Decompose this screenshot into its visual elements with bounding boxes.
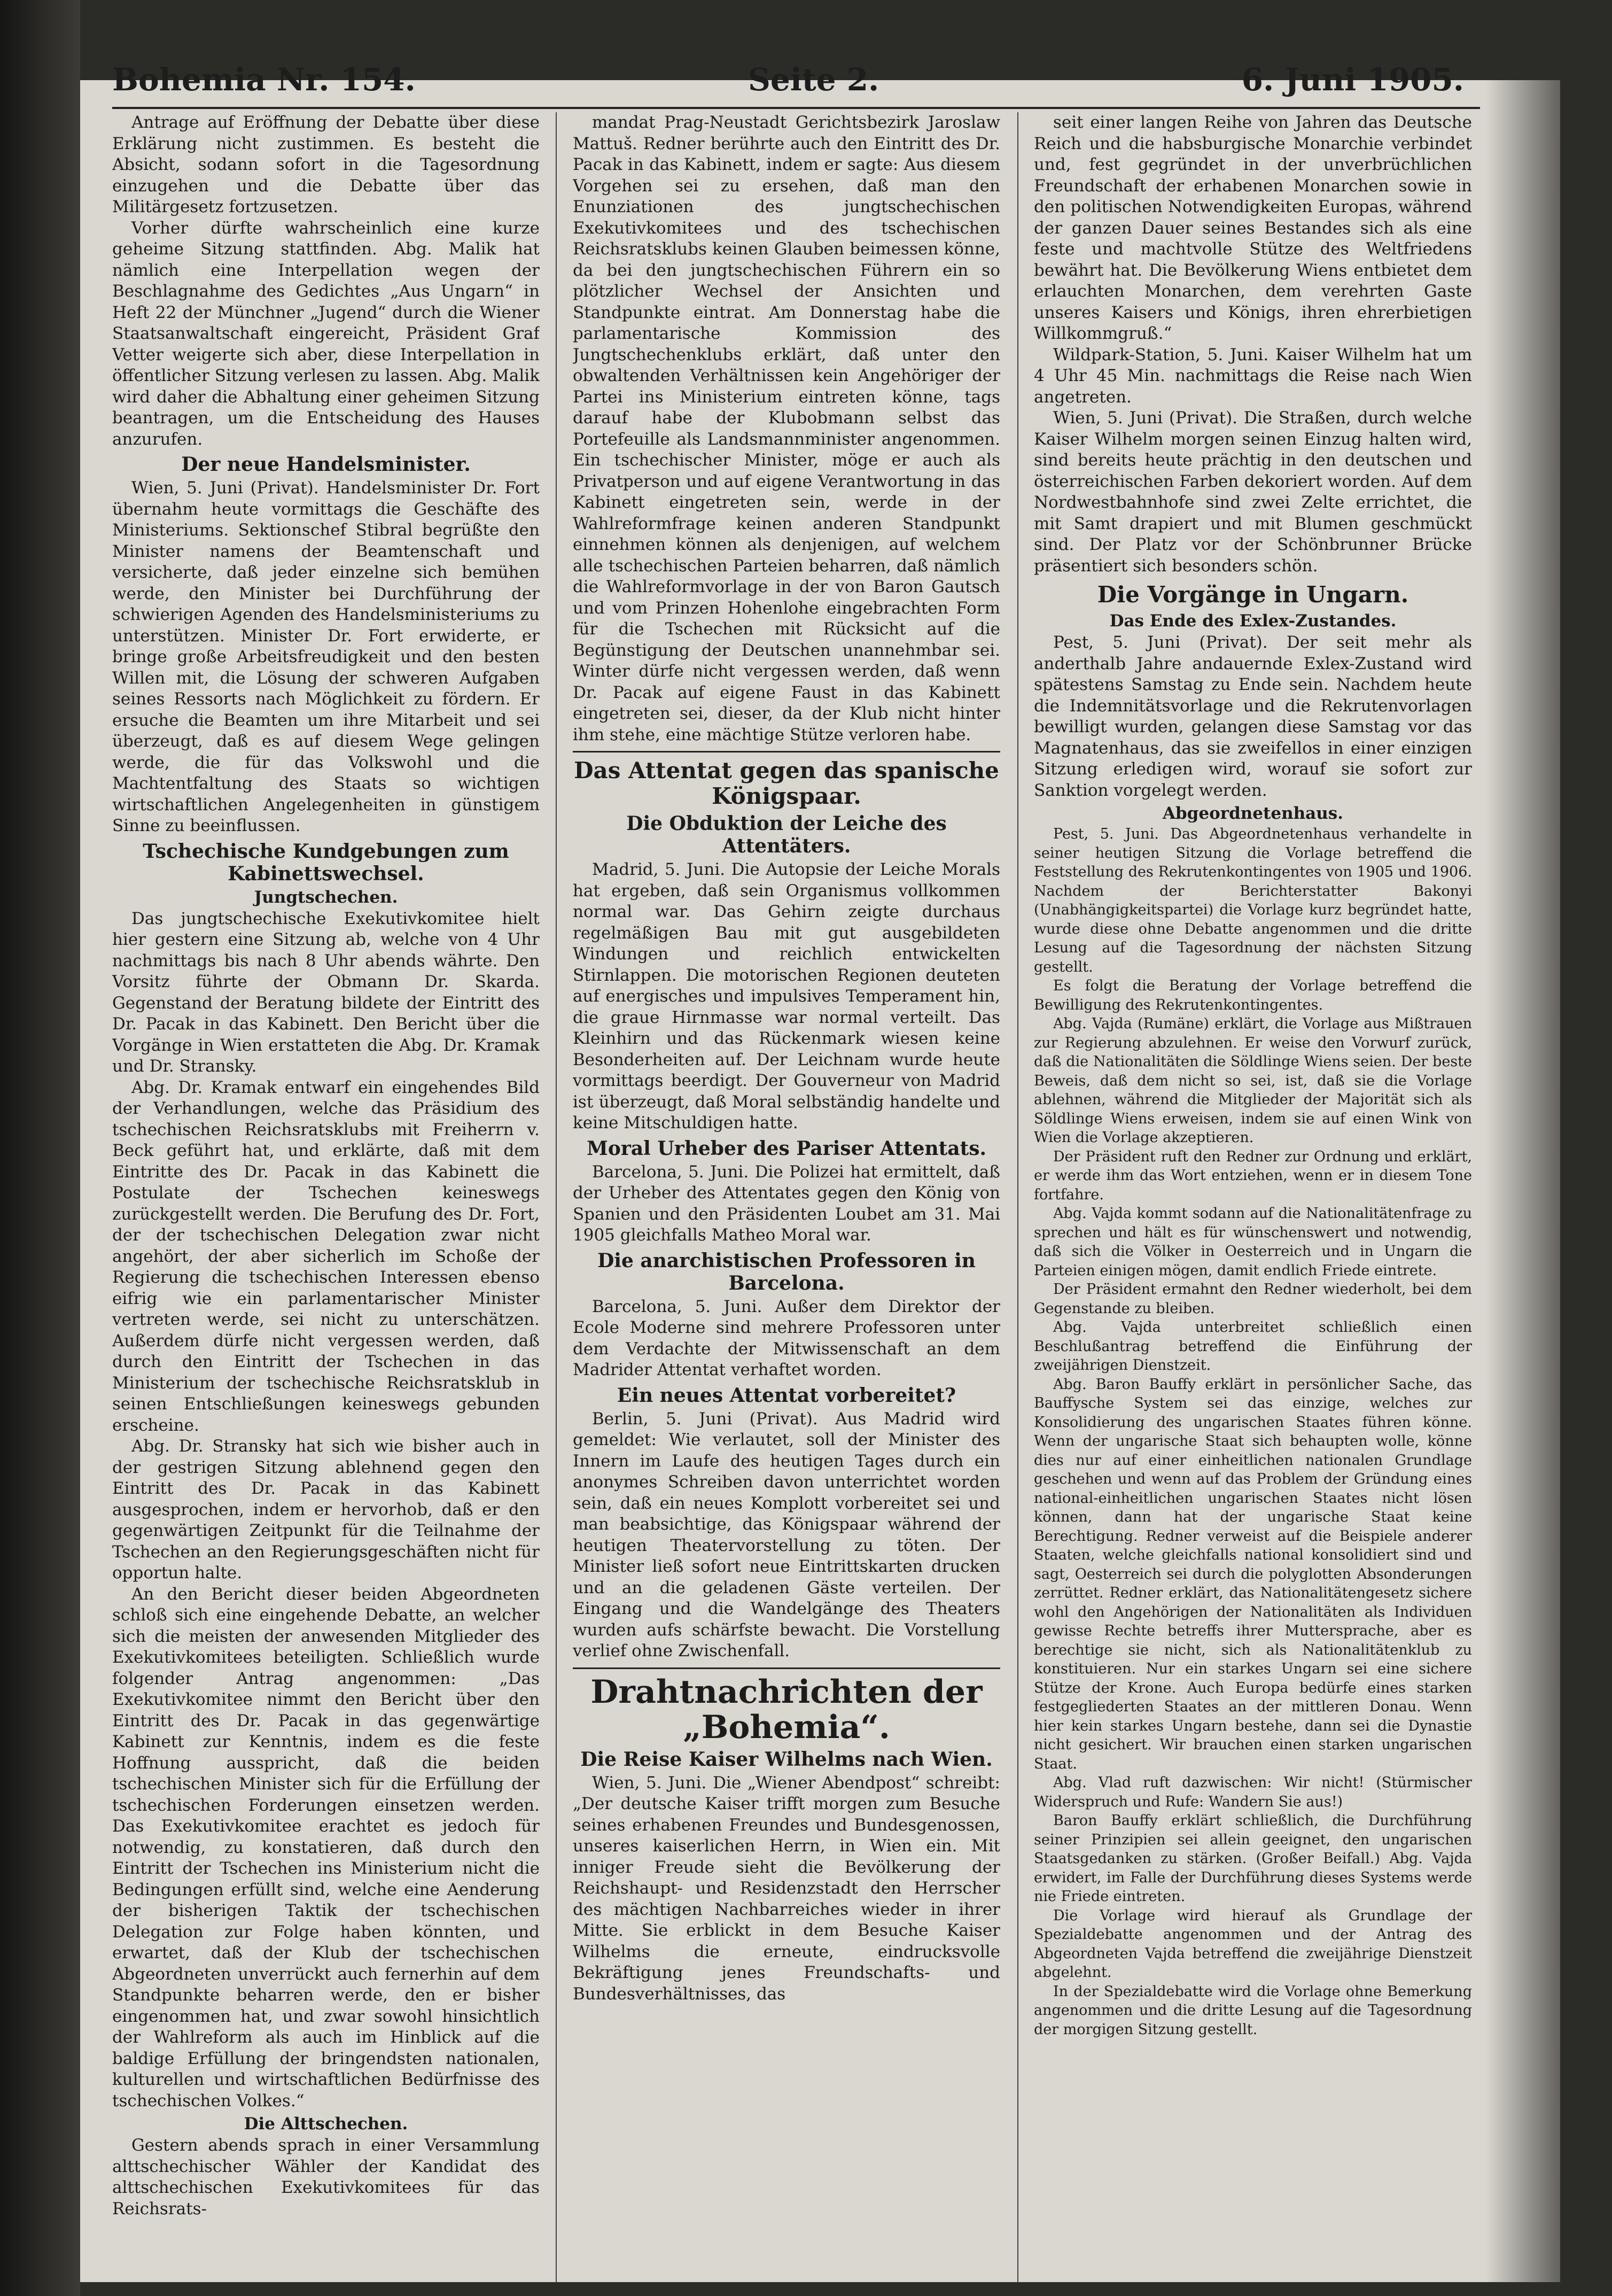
header-masthead: Bohemia Nr. 154.: [112, 61, 416, 98]
paragraph: mandat Prag-Neustadt Gerichtsbezirk Jaroslaw Mattuš. Redner berührte auch den Eintritt des Dr. Pacak in das Kabinett, indem er sagte: Aus diesem Vorgehen sei zu ersehen, daß man den Enunziationen des jungtschechischen Exekutivkomitees und des tschechischen Reichsratsklubs keinen Glauben beimessen könne, da bei den jungtschechischen Führern ein so plötzlicher Wechsel der Ansichten und Standpunkte eintrat. Am Donnerstag habe die parlamentarische Kommission des Jungtschechenklubs erklärt, daß unter den obwaltenden Verhältnissen kein Angehöriger der Partei ins Ministerium eintreten könne, tags darauf habe der Klubobmann selbst das Portefeuille als Landsmannminister angenommen. Ein tschechischer Minister, möge er auch als Privatperson und auf eigene Verantwortung in das Kabinett eingetreten sein, werde in der Wahlreformfrage keinen anderen Standpunkt einnehmen können als denjenigen, auf welchem alle tschechischen Parteien beharren, daß nämlich die Wahlreformvorlage in der von Baron Gautsch und vom Prinzen Hohenlohe eingebrachten Form für die Tschechen mit Rücksicht auf die Begünstigung der Deutschen unannehmbar sei. Winter dürfe nicht vergessen werden, daß wenn Dr. Pacak auf eigene Faust in das Kabinett eingetreten sei, dieser, da der Klub nicht hinter ihm stehe, eine mächtige Stütze verloren habe.: [573, 113, 1000, 744]
book-spine: [0, 0, 80, 2296]
article-heading: Der neue Handelsminister.: [181, 453, 471, 476]
article-heading: Die anarchistischen Professoren in Barcelona.: [597, 1249, 976, 1294]
paragraph: Antrage auf Eröffnung der Debatte über diese Erklärung nicht zustimmen. Es besteht die Absicht, sodann sofort in die Tagesordnung einzugehen und die Debatte über das Militärgesetz fortzusetzen.: [112, 113, 540, 216]
paragraph: Pest, 5. Juni (Privat). Der seit mehr als anderthalb Jahre andauernde Exlex-Zustand wird spätestens Samstag zu Ende sein. Nachdem heute die Indemnitätsvorlage und die Rekrutenvorlagen bewilligt wurden, gelangen diese Samstag vor das Magnatenhaus, das sie zweifellos in einer einzigen Sitzung erledigen wird, worauf sie sofort zur Sanktion vorgelegt werden.: [1034, 633, 1472, 800]
article-heading: Moral Urheber des Pariser Attentats.: [586, 1137, 987, 1160]
paragraph: Es folgt die Beratung der Vorlage betreffend die Bewilligung des Rekrutenkontingentes.: [1034, 978, 1472, 1013]
article-heading: Ein neues Attentat vorbereitet?: [617, 1384, 956, 1407]
section-heading: Die Vorgänge in Ungarn.: [1097, 581, 1409, 608]
article-heading: Die Obduktion der Leiche des Attentäters.: [626, 812, 947, 857]
paragraph: Abg. Dr. Stransky hat sich wie bisher auch in der gestrigen Sitzung ablehnend gegen den Eintritt des Dr. Pacak in das Kabinett ausgesprochen, indem er hervorhob, daß er den gegenwärtigen Zeitpunkt für die Teilnahme der Tschechen an den Regierungsgeschäften nicht für opportun halte.: [112, 1437, 540, 1583]
column-2: [573, 112, 1000, 2283]
column-3: [1034, 112, 1472, 2283]
column-rule-2: [1017, 112, 1018, 2283]
paragraph: Madrid, 5. Juni. Die Autopsie der Leiche Morals hat ergeben, daß sein Organismus vollkommen normal war. Das Gehirn zeigte durchaus regelmäßigen Bau mit gut ausgebildeten Windungen und reichlich entwickelten Stirnlappen. Die motorischen Regionen deuteten auf energisches und impulsives Temperament hin, die graue Hirnmasse war normal verteilt. Das Kleinhirn und das Rückenmark wiesen keine Besonderheiten auf. Der Leichnam wurde heute vormittags beerdigt. Der Gouverneur von Madrid ist überzeugt, daß Moral selbständig handelte und keine Mitschuldigen hatte.: [573, 860, 1000, 1133]
header-rule: [112, 107, 1480, 109]
paragraph: Berlin, 5. Juni (Privat). Aus Madrid wird gemeldet: Wie verlautet, soll der Minister des Innern im Laufe des heutigen Tages durch ein anonymes Schreiben davon unterrichtet worden sein, daß ein neues Komplott vorbereitet sei und man beabsichtige, das Königspaar während der heutigen Theatervorstellung zu töten. Der Minister ließ sofort neue Eintrittskarten drucken und an die geladenen Gäste verteilen. Der Eingang und die Wandelgänge des Theaters wurden aufs schärfste bewacht. Die Vorstellung verlief ohne Zwischenfall.: [573, 1409, 1000, 1661]
running-header: [112, 61, 1480, 104]
paragraph: Der Präsident ruft den Redner zur Ordnung und erklärt, er werde ihm das Wort entziehen, wenn er in diesem Tone fortfahre.: [1034, 1148, 1472, 1203]
section-rule: [573, 751, 1000, 753]
column-rule-1: [556, 112, 557, 2283]
section-heading: Drahtnachrichten der „Bohemia“.: [590, 1673, 983, 1746]
page-curl-shadow: [1485, 80, 1560, 2282]
paragraph: Abg. Vlad ruft dazwischen: Wir nicht! (Stürmischer Widerspruch und Rufe: Wandern Sie aus!): [1034, 1774, 1472, 1810]
parliament-report: [1034, 825, 1472, 2039]
paragraph: Der Präsident ermahnt den Redner wiederholt, bei dem Gegenstande zu bleiben.: [1034, 1281, 1472, 1317]
article-heading: Die Reise Kaiser Wilhelms nach Wien.: [580, 1748, 993, 1771]
paragraph: In der Spezialdebatte wird die Vorlage ohne Bemerkung angenommen und die dritte Lesung auf die Tagesordnung der morgigen Sitzung gestellt.: [1034, 1983, 1472, 2038]
header-page-number: Seite 2.: [748, 61, 879, 98]
paragraph: Gestern abends sprach in einer Versammlung alttschechischer Wähler der Kandidat des alttschechischen Exekutivkomitees für das Reichsrats-: [112, 2136, 540, 2219]
section-heading: Das Attentat gegen das spanische Königspaar.: [574, 757, 999, 809]
paragraph: An den Bericht dieser beiden Abgeordneten schloß sich eine eingehende Debatte, an welcher sich die meisten der anwesenden Mitglieder des Exekutivkomitees beteiligten. Schließlich wurde folgender Antrag angenommen: „Das Exekutivkomitee nimmt den Bericht über den Eintritt des Dr. Pacak in das gegenwärtige Kabinett zur Kenntnis, indem es die feste Hoffnung ausspricht, daß die beiden tschechischen Minister sich für die Erfüllung der tschechischen Forderungen einsetzen werden. Das Exekutivkomitee erachtet es jedoch für notwendig, zu konstatieren, daß durch den Eintritt der Tschechen ins Ministerium nicht die Bedingungen erfüllt sind, welche eine Aenderung der bisherigen Taktik der tschechischen Delegation zur Folge haben könnten, und erwartet, daß der Klub der tschechischen Abgeordneten unverrückt auch fernerhin auf dem Standpunkte beharren werde, den er bisher eingenommen hat, und zwar sowohl hinsichtlich der Wahlreform als auch im Hinblick auf die baldige Erfüllung der bringendsten nationalen, kulturellen und wirtschaftlichen Bedürfnisse des tschechischen Volkes.“: [112, 1584, 540, 2111]
subheading: Das Ende des Exlex-Zustandes.: [1109, 611, 1397, 631]
paragraph: Wien, 5. Juni (Privat). Die Straßen, durch welche Kaiser Wilhelm morgen seinen Einzug halten wird, sind bereits heute prächtig in den deutschen und österreichischen Farben dekoriert worden. Auf dem Nordwestbahnhofe sind zwei Zelte errichtet, die mit Samt drapiert und mit Blumen geschmückt sind. Der Platz vor der Schönbrunner Brücke präsentiert sich besonders schön.: [1034, 408, 1472, 576]
paragraph: Barcelona, 5. Juni. Außer dem Direktor der Ecole Moderne sind mehrere Professoren unter dem Verdachte der Mitwissenschaft an dem Madrider Attentat verhaftet worden.: [573, 1297, 1000, 1379]
article-heading: Tschechische Kundgebungen zum Kabinettswechsel.: [143, 840, 509, 885]
header-date: 6. Juni 1905.: [1241, 61, 1464, 98]
paragraph: Abg. Vajda (Rumäne) erklärt, die Vorlage aus Mißtrauen zur Regierung abzulehnen. Er weise den Vorwurf zurück, daß die Nationalitäten die Söldlinge Wiens seien. Der beste Beweis, daß dem nicht so sei, ist, daß sie die Vorlage ablehnen, während die Mitglieder der Majorität sich als Söldlinge Wiens erweisen, indem sie auf einen Wink von Wien die Vorlage akzeptieren.: [1034, 1015, 1472, 1146]
paragraph: Das jungtschechische Exekutivkomitee hielt hier gestern eine Sitzung ab, welche von 4 Uhr nachmittags bis nach 8 Uhr abends währte. Den Vorsitz führte der Obmann Dr. Skarda. Gegenstand der Beratung bildete der Eintritt des Dr. Pacak in das Kabinett. Den Bericht über die Vorgänge in Wien erstatteten die Abg. Dr. Kramak und Dr. Stransky.: [112, 909, 540, 1076]
paragraph: Pest, 5. Juni. Das Abgeordnetenhaus verhandelte in seiner heutigen Sitzung die Vorlage betreffend die Feststellung des Rekrutenkontingentes von 1905 und 1906. Nachdem der Berichterstatter Bakonyi (Unabhängigkeitspartei) die Vorlage kurz begründet hatte, wurde diese ohne Debatte angenommen und die dritte Lesung auf die Tagesordnung der nächsten Sitzung gestellt.: [1034, 826, 1472, 975]
paragraph: Baron Bauffy erklärt schließlich, die Durchführung seiner Prinzipien sei allein geeignet, den ungarischen Staatsgedanken zu stärken. (Großer Beifall.) Abg. Vajda erwidert, im Falle der Durchführung dieses Systems werde nie Friede eintreten.: [1034, 1812, 1472, 1905]
paragraph: seit einer langen Reihe von Jahren das Deutsche Reich und die habsburgische Monarchie verbindet und, fest gegründet in der unverbrüchlichen Freundschaft der erhabenen Monarchen sowie in den politischen Notwendigkeiten Europas, während der ganzen Dauer seines Bestandes sich als eine feste und machtvolle Stütze des Weltfriedens bewährt hat. Die Bevölkerung Wiens entbietet dem erlauchten Monarchen, dem verehrten Gaste unseres Kaisers und Königs, ihren ehrerbietigen Willkommgruß.“: [1034, 113, 1472, 343]
paragraph: Abg. Dr. Kramak entwarf ein eingehendes Bild der Verhandlungen, welche das Präsidium des tschechischen Reichsratsklubs mit Freiherrn v. Beck geführt hat, und erklärte, daß mit dem Eintritte des Dr. Pacak in das Kabinett die Postulate der Tschechen keineswegs zurückgestellt werden. Die Berufung des Dr. Fort, der der tschechischen Delegation zwar nicht angehört, der aber sicherlich im Schoße der Regierung die tschechischen Interessen ebenso eifrig wie ein parlamentarischer Minister vertreten werde, sei nicht zu unterschätzen. Außerdem dürfe nicht vergessen werden, daß durch den Eintritt der Tschechen in das Ministerium der tschechische Reichsratsklub in seinen Entschließungen keineswegs gebunden erscheine.: [112, 1077, 540, 1435]
paragraph: Wien, 5. Juni (Privat). Handelsminister Dr. Fort übernahm heute vormittags die Geschäfte des Ministeriums. Sektionschef Stibral begrüßte den Minister namens der Beamtenschaft und versicherte, daß jeder einzelne sich bemühen werde, den Minister bei Durchführung der schwierigen Agenden des Handelsministeriums zu unterstützen. Minister Dr. Fort erwiderte, er bringe große Arbeitsfreudigkeit und den besten Willen mit, die Lösung der schweren Aufgaben seines Ressorts nach Möglichkeit zu fördern. Er ersuche die Beamten um ihre Mitarbeit und sei überzeugt, daß es auf diesem Wege gelingen werde, die für das Volkswohl und die Machtentfaltung des Staats so wichtigen wirtschaftlichen Angelegenheiten in günstigem Sinne zu beeinflussen.: [112, 478, 540, 835]
paragraph: Abg. Vajda kommt sodann auf die Nationalitätenfrage zu sprechen und hält es für wünschenswert und notwendig, daß sich die Völker in Oesterreich und in Ungarn die Parteien einigen mögen, damit endlich Friede eintrete.: [1034, 1205, 1472, 1279]
paragraph: Wien, 5. Juni. Die „Wiener Abendpost“ schreibt: „Der deutsche Kaiser trifft morgen zum Besuche seines erhabenen Freundes und Bundesgenossen, unseres kaiserlichen Herrn, in Wien ein. Mit inniger Freude sieht die Bevölkerung der Reichshaupt- und Residenzstadt den Herrscher des mächtigen Nachbarreiches wieder in ihrer Mitte. Sie erblickt in dem Besuche Kaiser Wilhelms die erneute, eindrucksvolle Bekräftigung jenes Freundschafts- und Bundesverhältnisses, das: [573, 1773, 1000, 2004]
paragraph: Vorher dürfte wahrscheinlich eine kurze geheime Sitzung stattfinden. Abg. Malik hat nämlich eine Interpellation wegen der Beschlagnahme des Gedichtes „Aus Ungarn“ in Heft 22 der Münchner „Jugend“ durch die Wiener Staatsanwaltschaft eingereicht, Präsident Graf Vetter weigerte sich aber, diese Interpellation in öffentlicher Sitzung verlesen zu lassen. Abg. Malik wird daher die Abhaltung einer geheimen Sitzung beantragen, um die Entscheidung des Hauses anzurufen.: [112, 218, 540, 449]
paragraph: Abg. Vajda unterbreitet schließlich einen Beschlußantrag betreffend die Einführung der zweijährigen Dienstzeit.: [1034, 1319, 1472, 1374]
paragraph: Wildpark-Station, 5. Juni. Kaiser Wilhelm hat um 4 Uhr 45 Min. nachmittags die Reise nach Wien angetreten.: [1034, 345, 1472, 407]
paragraph: Barcelona, 5. Juni. Die Polizei hat ermittelt, daß der Urheber des Attentates gegen den König von Spanien und den Präsidenten Loubet am 31. Mai 1905 gleichfalls Matheo Moral war.: [573, 1162, 1000, 1245]
paragraph: Abg. Baron Bauffy erklärt in persönlicher Sache, das Bauffysche System sei das einzige, welches zur Konsolidierung des ungarischen Staates führen könne. Wenn der ungarische Staat sich behaupten wolle, könne dies nur auf einer einheitlichen nationalen Grundlage geschehen und wenn auf das Problem der Gründung eines national-einheitlichen ungarischen Staates nicht lösen können, dann hat der ungarische Staat keine Berechtigung. Redner verweist auf die Beispiele anderer Staaten, welche gleichfalls national konsolidiert sind und sagt, Oesterreich sei durch die polyglotten Absonderungen zerrüttet. Redner erklärt, das Nationalitätengesetz sichere wohl den Angehörigen der Nationalitäten als Individuen gewisse Rechte betreffs ihrer Muttersprache, aber es berechtige sie nicht, sich als Nationalitätenklub zu konstituieren. Nur ein starkes Ungarn sei eine sichere Stütze der Krone. Auch Europa bedürfe eines starken festgegliederten Staates an der mittleren Donau. Wenn hier kein starkes Ungarn bestehe, dann sei die Dynastie nicht gesichert. Wir brauchen einen starken ungarischen Staat.: [1034, 1376, 1472, 1772]
subheading: Jungtschechen.: [254, 887, 398, 907]
column-1: [112, 112, 540, 2283]
section-rule: [573, 1667, 1000, 1669]
paragraph: Die Vorlage wird hierauf als Grundlage der Spezialdebatte angenommen und der Antrag des Abgeordneten Vajda betreffend die zweijährige Dienstzeit abgelehnt.: [1034, 1907, 1472, 1981]
subheading: Abgeordnetenhaus.: [1162, 804, 1344, 823]
subheading: Die Alttschechen.: [244, 2114, 408, 2134]
